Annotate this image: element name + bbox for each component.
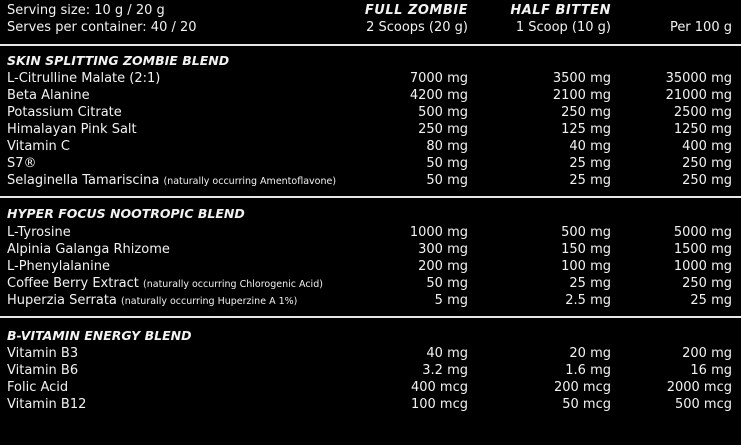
ingredient-name — [7, 70, 160, 87]
full-zombie-amount: 1000 mg — [409, 225, 468, 240]
ingredient-name — [7, 172, 336, 190]
ingredient-label: Huperzia Serrata — [7, 293, 117, 308]
full-zombie-amount: 50 mg — [426, 276, 468, 291]
full-zombie-amount: 7000 mg — [409, 71, 468, 86]
table-row — [0, 292, 741, 309]
ingredient-label: Folic Acid — [7, 380, 69, 395]
table-row — [0, 224, 741, 241]
half-bitten-amount: 40 mg — [569, 139, 611, 154]
full-zombie-amount: 50 mg — [426, 156, 468, 171]
table-row — [0, 104, 741, 121]
table-row — [0, 155, 741, 172]
full-zombie-title: FULL ZOMBIE — [364, 3, 468, 18]
per-100g-amount: 250 mg — [682, 276, 732, 291]
half-bitten-amount: 150 mg — [561, 242, 611, 257]
serves-per-container: Serves per container: 40 / 20 — [7, 20, 197, 35]
ingredient-name — [7, 87, 90, 104]
divider — [0, 196, 741, 198]
table-row — [0, 275, 741, 292]
per-100g-amount: 35000 mg — [665, 71, 732, 86]
half-bitten-amount: 1.6 mg — [565, 363, 611, 378]
half-bitten-amount: 500 mg — [561, 225, 611, 240]
ingredient-name — [7, 379, 68, 396]
per-100g-amount: 200 mg — [682, 346, 732, 361]
ingredient-label: Himalayan Pink Salt — [7, 122, 137, 137]
table-row — [0, 379, 741, 396]
table-row — [0, 362, 741, 379]
table-row — [0, 172, 741, 189]
full-zombie-amount: 80 mg — [426, 139, 468, 154]
full-zombie-amount: 250 mg — [418, 122, 468, 137]
ingredient-name — [7, 121, 137, 138]
ingredient-name — [7, 241, 170, 258]
half-bitten-amount: 20 mg — [569, 346, 611, 361]
ingredient-label: Beta Alanine — [7, 88, 90, 103]
per-100g-amount: 400 mg — [682, 139, 732, 154]
per-100g-amount: 2000 mcg — [666, 380, 732, 395]
half-bitten-amount: 50 mcg — [562, 397, 611, 412]
table-row — [0, 121, 741, 138]
serving-size: Serving size: 10 g / 20 g — [7, 3, 165, 18]
section-title-zombie-blend: SKIN SPLITTING ZOMBIE BLEND — [7, 53, 230, 68]
table-row — [0, 258, 741, 275]
ingredient-label: S7® — [7, 156, 37, 171]
table-row — [0, 396, 741, 413]
per-100g-amount: 500 mcg — [674, 397, 732, 412]
ingredient-name — [7, 362, 78, 379]
ingredient-label: Vitamin B6 — [7, 363, 79, 378]
per-100g-amount: 25 mg — [690, 293, 732, 308]
half-bitten-amount: 25 mg — [569, 276, 611, 291]
half-bitten-amount: 25 mg — [569, 156, 611, 171]
ingredient-name — [7, 104, 122, 121]
per-100g-amount: 250 mg — [682, 156, 732, 171]
ingredient-note: (naturally occurring Huperzine A 1%) — [121, 296, 298, 307]
ingredient-note: (naturally occurring Chlorogenic Acid) — [143, 279, 323, 290]
half-bitten-amount: 125 mg — [561, 122, 611, 137]
half-bitten-amount: 25 mg — [569, 173, 611, 188]
divider — [0, 316, 741, 318]
half-bitten-title: HALF BITTEN — [510, 3, 611, 18]
half-bitten-amount: 250 mg — [561, 105, 611, 120]
full-zombie-amount: 40 mg — [426, 346, 468, 361]
ingredient-label: Alpinia Galanga Rhizome — [7, 242, 170, 257]
per-100g-amount: 21000 mg — [665, 88, 732, 103]
per-100g-amount: 1500 mg — [673, 242, 732, 257]
ingredient-name — [7, 345, 78, 362]
ingredient-name — [7, 396, 86, 413]
ingredient-name — [7, 224, 71, 241]
half-bitten-amount: 2100 mg — [552, 88, 611, 103]
full-zombie-amount: 400 mcg — [410, 380, 468, 395]
ingredient-label: Vitamin C — [7, 139, 71, 154]
half-bitten-serving: 1 Scoop (10 g) — [515, 20, 611, 35]
per-100g-amount: 1250 mg — [673, 122, 732, 137]
ingredient-label: Vitamin B12 — [7, 397, 87, 412]
ingredient-label: L-Citrulline Malate (2:1) — [7, 71, 161, 86]
per-100g-amount: 5000 mg — [673, 225, 732, 240]
full-zombie-amount: 5 mg — [434, 293, 468, 308]
full-zombie-amount: 50 mg — [426, 173, 468, 188]
per-100g-amount: 1000 mg — [673, 259, 732, 274]
full-zombie-amount: 100 mcg — [410, 397, 468, 412]
half-bitten-amount: 2.5 mg — [565, 293, 611, 308]
full-zombie-amount: 200 mg — [418, 259, 468, 274]
half-bitten-amount: 200 mcg — [553, 380, 611, 395]
divider — [0, 44, 741, 46]
full-zombie-serving: 2 Scoops (20 g) — [366, 20, 468, 35]
ingredient-label: Vitamin B3 — [7, 346, 79, 361]
full-zombie-amount: 4200 mg — [409, 88, 468, 103]
ingredient-name — [7, 138, 70, 155]
ingredient-name — [7, 155, 37, 172]
half-bitten-amount: 3500 mg — [552, 71, 611, 86]
half-bitten-amount: 100 mg — [561, 259, 611, 274]
full-zombie-amount: 300 mg — [418, 242, 468, 257]
ingredient-label: L-Tyrosine — [7, 225, 71, 240]
ingredient-note: (naturally occurring Amentoflavone) — [163, 176, 337, 187]
full-zombie-amount: 500 mg — [418, 105, 468, 120]
ingredient-name — [7, 258, 110, 275]
ingredient-name — [7, 292, 297, 310]
ingredient-label: Selaginella Tamariscina — [7, 173, 160, 188]
per-100g-amount: 2500 mg — [673, 105, 732, 120]
ingredient-label: Coffee Berry Extract — [7, 276, 139, 291]
section-title-b-vitamin-blend: B-VITAMIN ENERGY BLEND — [7, 328, 192, 343]
full-zombie-amount: 3.2 mg — [422, 363, 468, 378]
per-100g-amount: 250 mg — [682, 173, 732, 188]
table-row — [0, 138, 741, 155]
ingredient-label: Potassium Citrate — [7, 105, 122, 120]
table-row — [0, 345, 741, 362]
ingredient-name — [7, 275, 323, 293]
ingredient-label: L-Phenylalanine — [7, 259, 110, 274]
section-title-nootropic-blend: HYPER FOCUS NOOTROPIC BLEND — [7, 206, 245, 221]
table-row — [0, 70, 741, 87]
table-row — [0, 87, 741, 104]
per-100g-header: Per 100 g — [669, 20, 732, 35]
table-row — [0, 241, 741, 258]
per-100g-amount: 16 mg — [690, 363, 732, 378]
